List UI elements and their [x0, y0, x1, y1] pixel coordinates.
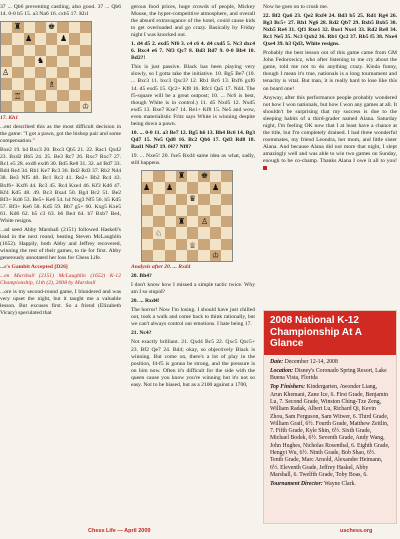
td-label: Tournament Director: — [270, 481, 323, 488]
white-pawn-icon: ♙ — [201, 217, 209, 227]
game-players: ...en Marshall (2151) McLaughlin (1652) K-12 Championship, 11th (2), 2008 by Marshall — [0, 273, 121, 287]
column-right — [263, 4, 397, 174]
black-rook-icon: ♜ — [14, 22, 22, 32]
black-knight-icon: ♞ — [37, 56, 45, 66]
white-king-icon: ♔ — [82, 102, 90, 112]
td-value: Wayne Clark. — [324, 481, 356, 488]
chess-board-2 — [141, 170, 233, 262]
location-label: Location: — [270, 367, 294, 374]
end-mark-icon — [263, 166, 267, 170]
black-king-icon: ♚ — [201, 171, 209, 181]
col2-p5: The horror! Now I'm losing. I should have just chilled out, took a walk and come back to think rationally, but we can't always control our emotions. I hate being 17. — [131, 307, 255, 328]
col3-moves: 22. Bf2 Qa6 23. Qe2 Rxf4 24. Bd3 b5 25. Rd1 Rg4 26. Bg3 Bc5+ 27. Rh1 Ng6 28. Rd2 Qb7 29. Bxb5 Bxb5 30. Nxb5 Re4 31. Qf1 Rxe1 32. Bxe1 Nxe1 33. Rd2 Re8 34. Rc1 Ne5 35. Nc3 Qxb2 36. Rb1 Qc2 37. Rb5 f5 38. Nxe4 Qxe4 39. h3 Qd3, White resigns. — [263, 13, 397, 48]
white-rook-icon: ♖ — [14, 92, 22, 102]
white-bishop-icon: ♗ — [48, 80, 56, 90]
white-queen-icon: ♕ — [189, 241, 197, 251]
black-pawn-icon: ♟ — [25, 34, 33, 44]
black-pawn-icon: ♟ — [143, 183, 151, 193]
col2-moves2: 10. ... 0-0 11. a3 Be7 12. Bg5 h6 13. Bh4 Bc6 14. Bg3 Qd7 15. Ne5 Qd8 16. Bc2 Qb6 17. Qd3 Rd8 18. Rad1 Nbd7 19. f4?? Nf8? — [131, 129, 255, 150]
location-value: Disney's Coronado Spring Resort, Lake Buena Vista, Florida — [270, 367, 387, 382]
column-middle — [131, 4, 255, 391]
col3-p3 — [263, 95, 397, 173]
finishers-value: Kindergarten, Awonder Liang, Arun Khemani, Zane Ice, 6. First Grade, Benjamin Lu, 7. Second Grade, Winston Ching-Tze Zeng, William Radak, Albert Lu, Richard Qi, Kevin Zhou, Sam Ferguson, Sam Witwer, 6. Third Grade, William Graif, 6½. Fourth Grade, Matthew Zeitlin, 7. Fifth Grade, Kyle Shin, 6½. Sixth Grade, Michael Bodek, 6½. Seventh Grade, Andy Wang, John Hughes, Nicholas Rosenthal, 6. Eighth Grade, Hengyi Wu, 6½. Ninth Grade, Bob Shao, 6½. Tenth Grade, Marc Arnold, Alexander Heimann, 6½. Eleventh Grade, Jeffrey Haskel, Abby Marshall, 6. Twelfth Grade, Toby Boas, 6. — [270, 384, 390, 478]
black-rook-icon: ♜ — [178, 217, 186, 227]
sidebar-td — [270, 481, 390, 488]
white-pawn-icon: ♙ — [2, 68, 10, 78]
white-king-icon: ♔ — [212, 251, 220, 261]
black-king-icon: ♚ — [48, 22, 56, 32]
col1-para1: ...ent described this as the most difficult decision in the game: "I got a pawn, got the bishop pair and some compensation." — [0, 124, 121, 145]
chess-diagram-2 — [141, 170, 233, 262]
col3-p3-text: Anyway, after this performance people probably wondered not how I won nationals, but how I won any games at all. It shouldn't be surprising that my success is due to the sleeping habits of a third-grader named Alana. Saturday night, I'm feeling OK now that I at least have a chance at the title, but I'm completely drained. I had three wonderful roommates, my friend Leondra, her mom, and little sister Alana. And because Alana did not more that night, I slept amazingly well and was able to win two games on Sunday, enough to be co-champ. Thanks Alana I owe it all to you! — [263, 94, 397, 164]
date-label: Date: — [270, 358, 284, 365]
col1-top-text: 37 ... Qb6 preventing castling, also good. 37 ... Qb6 14. 0-0 b5 15. a3 Na6 16. cxb5 17. Kh1 — [0, 4, 121, 18]
col2-p6: Not exactly brilliant. 21. Qxd4 Bc5 22. Qxc5 Qxc5+ 23. Bf2 Qe7 24. Bd4; okay, so objectively Black is winning. But come on, there's a lot of play in the position, f4-f5 is gonna be strong, and the pressure is on him now. Often it's difficult for the side with the queen cause you know you're winning but it's not so easy. Not to be biased, but as a 2100 against a 1700, — [131, 339, 255, 388]
col2-para2: This is just passive. Black has been playing very slowly, so I gotta take the initiative. 10. Bg5 Be7 (10. ... Bxc3 11. bxc3 Qxc3? 12. Rb1 Bc6 13. Bxf6 gxf6 14. d5 exd5 15. Qc2+ Kf8 16. Rfc1 Qa5 17. Nd4. The f5-square will be a great outpost; 10. ... Nc6 is best, though White is in control.) 11. d5 Nxd5 12. Nxd5 exd5 13. Bxe7 Kxe7 14. Re1+ Kf8 15. Ne5 and wow, even materialistic Fritz says White is winning despite being down a pawn. — [131, 64, 255, 127]
col3-p2: Probably the best lesson out of this game came from GM John Fedorowicz, who after listening to me cry about the game, told me not to do anything crazy. Kinda funny, though I mean it's true, nationals is a long tournament and tenacity is vital. But man, it is really hard to lose like this on board one! — [263, 50, 397, 92]
col2-p4: I don't know how I missed a simple tactic twice. Why am I so stupid? — [131, 282, 255, 296]
diagram-caption-2: Analysis after 20. ... Rxd4 — [131, 264, 191, 271]
col2-q3: 21. Nc4? — [131, 330, 152, 337]
col2-q1: 20. Bh4? — [131, 273, 152, 280]
col2-moves1: 1. d4 d5 2. exd5 Nf6 3. c4 c6 4. d4 cxd5 5. Nc3 dxc4 6. Bxc4 e6 7. Nf3 Qc7 8. Bd3 Bd7 9. 0-0 Bb4 10. Bd2?! — [131, 41, 255, 62]
black-pawn-icon: ♟ — [60, 34, 68, 44]
col2-q2: 20. ... Rxd4! — [131, 298, 160, 305]
black-pawn-icon: ♟ — [166, 183, 174, 193]
sidebar-finishers — [270, 384, 390, 479]
col1-moves: Bxe2 19. b4 Bxc3 20. Bxc3 Qb5 21. 22. Rac1 Qxd2 23. Bxd2 Bb5 24. 25. Be3 Rc7 26. Rxc7 Rxc7 27. Rc1 e5 28. exd6 exd6 30. Bd5 Re8 31. 32. a4 Bd7 33. Bd4 Re4 34. Rb1 Ke7 Rc3 36. Bd2 Rd3 37. Rb2 Nd4 38. Be3 Nf5 40. Bc1 Rc3 41. Re2+ Bb2 Rc4 43. Bxf6+ Kxf6 44. Rc3 45. Rc4 Kxe4 46. Kf3 Kd6 47. Kf4 Kd5 48. 49. Bc3 Bxa4 50. Bg4 Bc2 51. Be2 Bf3+ Kd6 53. Be5+ Ke6 54. h4 Nxg3 Nf5 56. h5 Kd5 57. Bf3+ Ke6 58. Kd5 59. Bb7 g5+ 60. Kxg5 Kxe5 61. Kd6 62. b5 c3 63. b6 Be4 64. b7 Bxb7 Be4, White resigns. — [0, 147, 121, 224]
col1-para3: ...ore is my second-round game, I blundered and was very upset the night, but it taught me a valuable lesson. But excuses first. So a friend (Elizabeth Vicary) speculated that — [0, 289, 121, 317]
sidebar-date — [270, 359, 390, 366]
footer-right: uschess.org — [340, 528, 373, 534]
footer-left: Chess Life — April 2009 — [88, 528, 151, 534]
finishers-label: Top Finishers: — [270, 384, 306, 391]
black-pawn-icon: ♟ — [212, 183, 220, 193]
black-queen-icon: ♛ — [189, 194, 197, 204]
diagram-caption-1: 17. Kh1 — [0, 115, 19, 122]
col1-para2: ...ad seed Abby Marshall (2151) followed Haskell's lead in the next round, beating Steven McLaughlin (1652). Happily, both Abby and Jeffrey recovered, winning the rest of their games, to tie for first. Abby generously annotated her loss for Chess Life. — [0, 226, 121, 261]
sidebar-body — [264, 355, 396, 493]
sidebar-at-a-glance — [263, 310, 397, 524]
chess-diagram-1 — [0, 21, 92, 113]
black-rook-icon: ♜ — [178, 171, 186, 181]
col2-para3: 19. ... Nxe5! 20. fxe5 Rxd4 same idea as what, sadly, still happens. — [131, 152, 255, 166]
sidebar-title: 2008 National K-12 Championship At A Glance — [264, 311, 396, 355]
date-value: December 12-14, 2008 — [284, 358, 338, 365]
sidebar-location — [270, 368, 390, 383]
column-left — [0, 4, 121, 319]
white-knight-icon: ♘ — [155, 229, 163, 239]
game-opening-heading: ...s's Gambit Accepted [D26] — [0, 264, 68, 271]
col3-p1: Now he goes on to crush me. — [263, 4, 329, 10]
col2-para1: gerous food prices, huge crowds of people, Mickey Mouse, the hyper-competitive atmosphere, and overall the absurd extravagance of the hotel, could cause kids to get overloaded and go crazy. Basically by Friday night I was knocked out. — [131, 4, 255, 39]
